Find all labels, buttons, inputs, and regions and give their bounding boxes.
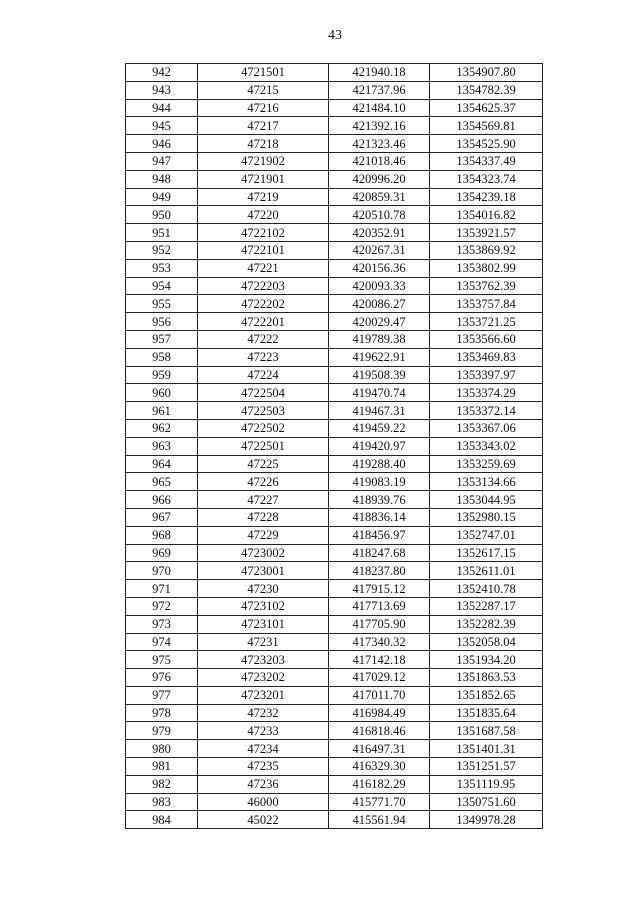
y-coordinate-cell: 1354016.82 — [430, 206, 543, 224]
y-coordinate-cell: 1354337.49 — [430, 152, 543, 170]
y-coordinate-cell: 1353367.06 — [430, 419, 543, 437]
y-coordinate-cell: 1351251.57 — [430, 758, 543, 776]
point-id-cell: 4723202 — [198, 669, 329, 687]
x-coordinate-cell: 420156.36 — [329, 259, 430, 277]
y-coordinate-cell: 1351863.53 — [430, 669, 543, 687]
table-row — [126, 793, 543, 811]
y-coordinate-cell: 1354625.37 — [430, 99, 543, 117]
row-index-cell: 958 — [126, 348, 198, 366]
row-index-cell: 973 — [126, 615, 198, 633]
row-index-cell: 980 — [126, 740, 198, 758]
point-id-cell: 4722501 — [198, 437, 329, 455]
point-id-cell: 4722201 — [198, 313, 329, 331]
x-coordinate-cell: 415771.70 — [329, 793, 430, 811]
row-index-cell: 965 — [126, 473, 198, 491]
y-coordinate-cell: 1353566.60 — [430, 330, 543, 348]
table-row — [126, 686, 543, 704]
table-row — [126, 704, 543, 722]
point-id-cell: 47220 — [198, 206, 329, 224]
row-index-cell: 947 — [126, 152, 198, 170]
point-id-cell: 47234 — [198, 740, 329, 758]
row-index-cell: 951 — [126, 224, 198, 242]
x-coordinate-cell: 416984.49 — [329, 704, 430, 722]
x-coordinate-cell: 416182.29 — [329, 775, 430, 793]
table-row — [126, 722, 543, 740]
table-row — [126, 491, 543, 509]
x-coordinate-cell: 419508.39 — [329, 366, 430, 384]
x-coordinate-cell: 419467.31 — [329, 402, 430, 420]
table-row — [126, 99, 543, 117]
point-id-cell: 47223 — [198, 348, 329, 366]
y-coordinate-cell: 1352287.17 — [430, 597, 543, 615]
table-row — [126, 811, 543, 829]
x-coordinate-cell: 417011.70 — [329, 686, 430, 704]
table-row — [126, 455, 543, 473]
x-coordinate-cell: 419789.38 — [329, 330, 430, 348]
table-row — [126, 473, 543, 491]
point-id-cell: 47235 — [198, 758, 329, 776]
x-coordinate-cell: 420086.27 — [329, 295, 430, 313]
point-id-cell: 4722102 — [198, 224, 329, 242]
point-id-cell: 47226 — [198, 473, 329, 491]
x-coordinate-cell: 415561.94 — [329, 811, 430, 829]
row-index-cell: 983 — [126, 793, 198, 811]
point-id-cell: 4721902 — [198, 152, 329, 170]
point-id-cell: 4722504 — [198, 384, 329, 402]
x-coordinate-cell: 421484.10 — [329, 99, 430, 117]
table-row — [126, 135, 543, 153]
table-row — [126, 206, 543, 224]
row-index-cell: 982 — [126, 775, 198, 793]
x-coordinate-cell: 419420.97 — [329, 437, 430, 455]
table-row — [126, 384, 543, 402]
x-coordinate-cell: 420352.91 — [329, 224, 430, 242]
point-id-cell: 47236 — [198, 775, 329, 793]
y-coordinate-cell: 1352282.39 — [430, 615, 543, 633]
y-coordinate-cell: 1354323.74 — [430, 170, 543, 188]
row-index-cell: 948 — [126, 170, 198, 188]
row-index-cell: 966 — [126, 491, 198, 509]
table-row — [126, 419, 543, 437]
y-coordinate-cell: 1353802.99 — [430, 259, 543, 277]
table-row — [126, 669, 543, 687]
table-row — [126, 580, 543, 598]
table-row — [126, 597, 543, 615]
table-row — [126, 437, 543, 455]
row-index-cell: 945 — [126, 117, 198, 135]
y-coordinate-cell: 1353343.02 — [430, 437, 543, 455]
table-row — [126, 313, 543, 331]
x-coordinate-cell: 417713.69 — [329, 597, 430, 615]
point-id-cell: 4723101 — [198, 615, 329, 633]
point-id-cell: 47231 — [198, 633, 329, 651]
point-id-cell: 4723203 — [198, 651, 329, 669]
y-coordinate-cell: 1353721.25 — [430, 313, 543, 331]
x-coordinate-cell: 420029.47 — [329, 313, 430, 331]
x-coordinate-cell: 416329.30 — [329, 758, 430, 776]
row-index-cell: 961 — [126, 402, 198, 420]
point-id-cell: 47232 — [198, 704, 329, 722]
x-coordinate-cell: 418456.97 — [329, 526, 430, 544]
point-id-cell: 4723001 — [198, 562, 329, 580]
row-index-cell: 942 — [126, 64, 198, 82]
point-id-cell: 47233 — [198, 722, 329, 740]
table-row — [126, 526, 543, 544]
point-id-cell: 47217 — [198, 117, 329, 135]
y-coordinate-cell: 1352410.78 — [430, 580, 543, 598]
y-coordinate-cell: 1353134.66 — [430, 473, 543, 491]
x-coordinate-cell: 419288.40 — [329, 455, 430, 473]
point-id-cell: 47229 — [198, 526, 329, 544]
table-row — [126, 170, 543, 188]
row-index-cell: 963 — [126, 437, 198, 455]
x-coordinate-cell: 418836.14 — [329, 508, 430, 526]
y-coordinate-cell: 1353397.97 — [430, 366, 543, 384]
row-index-cell: 977 — [126, 686, 198, 704]
x-coordinate-cell: 420510.78 — [329, 206, 430, 224]
table-row — [126, 224, 543, 242]
point-id-cell: 4723102 — [198, 597, 329, 615]
row-index-cell: 971 — [126, 580, 198, 598]
table-row — [126, 64, 543, 82]
y-coordinate-cell: 1351852.65 — [430, 686, 543, 704]
row-index-cell: 978 — [126, 704, 198, 722]
x-coordinate-cell: 421737.96 — [329, 81, 430, 99]
y-coordinate-cell: 1350751.60 — [430, 793, 543, 811]
table-row — [126, 295, 543, 313]
table-row — [126, 651, 543, 669]
row-index-cell: 944 — [126, 99, 198, 117]
point-id-cell: 4721501 — [198, 64, 329, 82]
table-row — [126, 259, 543, 277]
point-id-cell: 47215 — [198, 81, 329, 99]
row-index-cell: 959 — [126, 366, 198, 384]
point-id-cell: 4723201 — [198, 686, 329, 704]
y-coordinate-cell: 1354239.18 — [430, 188, 543, 206]
table-row — [126, 366, 543, 384]
table-row — [126, 633, 543, 651]
point-id-cell: 47228 — [198, 508, 329, 526]
row-index-cell: 972 — [126, 597, 198, 615]
row-index-cell: 979 — [126, 722, 198, 740]
y-coordinate-cell: 1351835.64 — [430, 704, 543, 722]
y-coordinate-cell: 1353469.83 — [430, 348, 543, 366]
row-index-cell: 954 — [126, 277, 198, 295]
y-coordinate-cell: 1354525.90 — [430, 135, 543, 153]
y-coordinate-cell: 1352611.01 — [430, 562, 543, 580]
x-coordinate-cell: 417142.18 — [329, 651, 430, 669]
row-index-cell: 964 — [126, 455, 198, 473]
y-coordinate-cell: 1351934.20 — [430, 651, 543, 669]
x-coordinate-cell: 421392.16 — [329, 117, 430, 135]
table-row — [126, 188, 543, 206]
table-row — [126, 117, 543, 135]
table-row — [126, 330, 543, 348]
row-index-cell: 960 — [126, 384, 198, 402]
point-id-cell: 47218 — [198, 135, 329, 153]
y-coordinate-cell: 1354569.81 — [430, 117, 543, 135]
y-coordinate-cell: 1353044.95 — [430, 491, 543, 509]
x-coordinate-cell: 421018.46 — [329, 152, 430, 170]
y-coordinate-cell: 1354782.39 — [430, 81, 543, 99]
x-coordinate-cell: 416818.46 — [329, 722, 430, 740]
x-coordinate-cell: 418237.80 — [329, 562, 430, 580]
point-id-cell: 4722203 — [198, 277, 329, 295]
table-row — [126, 740, 543, 758]
y-coordinate-cell: 1351119.95 — [430, 775, 543, 793]
y-coordinate-cell: 1353762.39 — [430, 277, 543, 295]
x-coordinate-cell: 419622.91 — [329, 348, 430, 366]
row-index-cell: 957 — [126, 330, 198, 348]
y-coordinate-cell: 1352980.15 — [430, 508, 543, 526]
row-index-cell: 955 — [126, 295, 198, 313]
x-coordinate-cell: 417029.12 — [329, 669, 430, 687]
point-id-cell: 47219 — [198, 188, 329, 206]
row-index-cell: 943 — [126, 81, 198, 99]
table-row — [126, 508, 543, 526]
y-coordinate-cell: 1353921.57 — [430, 224, 543, 242]
table-row — [126, 562, 543, 580]
row-index-cell: 953 — [126, 259, 198, 277]
y-coordinate-cell: 1353757.84 — [430, 295, 543, 313]
x-coordinate-cell: 419083.19 — [329, 473, 430, 491]
table-row — [126, 81, 543, 99]
x-coordinate-cell: 421940.18 — [329, 64, 430, 82]
x-coordinate-cell: 417915.12 — [329, 580, 430, 598]
table-row — [126, 152, 543, 170]
x-coordinate-cell: 418247.68 — [329, 544, 430, 562]
y-coordinate-cell: 1349978.28 — [430, 811, 543, 829]
x-coordinate-cell: 417705.90 — [329, 615, 430, 633]
row-index-cell: 946 — [126, 135, 198, 153]
table-row — [126, 241, 543, 259]
point-id-cell: 47224 — [198, 366, 329, 384]
row-index-cell: 956 — [126, 313, 198, 331]
point-id-cell: 47227 — [198, 491, 329, 509]
x-coordinate-cell: 420859.31 — [329, 188, 430, 206]
point-id-cell: 4721901 — [198, 170, 329, 188]
point-id-cell: 4722101 — [198, 241, 329, 259]
y-coordinate-cell: 1351687.58 — [430, 722, 543, 740]
row-index-cell: 981 — [126, 758, 198, 776]
y-coordinate-cell: 1353372.14 — [430, 402, 543, 420]
table-row — [126, 277, 543, 295]
point-id-cell: 46000 — [198, 793, 329, 811]
table-row — [126, 348, 543, 366]
table-row — [126, 402, 543, 420]
point-id-cell: 47221 — [198, 259, 329, 277]
x-coordinate-cell: 420267.31 — [329, 241, 430, 259]
row-index-cell: 975 — [126, 651, 198, 669]
y-coordinate-cell: 1353869.92 — [430, 241, 543, 259]
y-coordinate-cell: 1352058.04 — [430, 633, 543, 651]
row-index-cell: 969 — [126, 544, 198, 562]
x-coordinate-cell: 420996.20 — [329, 170, 430, 188]
point-id-cell: 4722503 — [198, 402, 329, 420]
row-index-cell: 968 — [126, 526, 198, 544]
point-id-cell: 47225 — [198, 455, 329, 473]
y-coordinate-cell: 1352617.15 — [430, 544, 543, 562]
row-index-cell: 984 — [126, 811, 198, 829]
y-coordinate-cell: 1351401.31 — [430, 740, 543, 758]
x-coordinate-cell: 421323.46 — [329, 135, 430, 153]
table-row — [126, 758, 543, 776]
coordinates-table — [125, 63, 543, 829]
table-row — [126, 615, 543, 633]
point-id-cell: 47216 — [198, 99, 329, 117]
row-index-cell: 952 — [126, 241, 198, 259]
row-index-cell: 949 — [126, 188, 198, 206]
page-number: 43 — [328, 28, 342, 43]
x-coordinate-cell: 418939.76 — [329, 491, 430, 509]
y-coordinate-cell: 1353374.29 — [430, 384, 543, 402]
y-coordinate-cell: 1352747.01 — [430, 526, 543, 544]
point-id-cell: 45022 — [198, 811, 329, 829]
x-coordinate-cell: 419470.74 — [329, 384, 430, 402]
row-index-cell: 970 — [126, 562, 198, 580]
y-coordinate-cell: 1354907.80 — [430, 64, 543, 82]
table-row — [126, 775, 543, 793]
x-coordinate-cell: 419459.22 — [329, 419, 430, 437]
point-id-cell: 47230 — [198, 580, 329, 598]
point-id-cell: 47222 — [198, 330, 329, 348]
row-index-cell: 967 — [126, 508, 198, 526]
x-coordinate-cell: 420093.33 — [329, 277, 430, 295]
y-coordinate-cell: 1353259.69 — [430, 455, 543, 473]
row-index-cell: 976 — [126, 669, 198, 687]
point-id-cell: 4722202 — [198, 295, 329, 313]
row-index-cell: 950 — [126, 206, 198, 224]
x-coordinate-cell: 416497.31 — [329, 740, 430, 758]
table-row — [126, 544, 543, 562]
point-id-cell: 4723002 — [198, 544, 329, 562]
row-index-cell: 974 — [126, 633, 198, 651]
row-index-cell: 962 — [126, 419, 198, 437]
x-coordinate-cell: 417340.32 — [329, 633, 430, 651]
point-id-cell: 4722502 — [198, 419, 329, 437]
coordinates-table-body — [126, 64, 543, 829]
